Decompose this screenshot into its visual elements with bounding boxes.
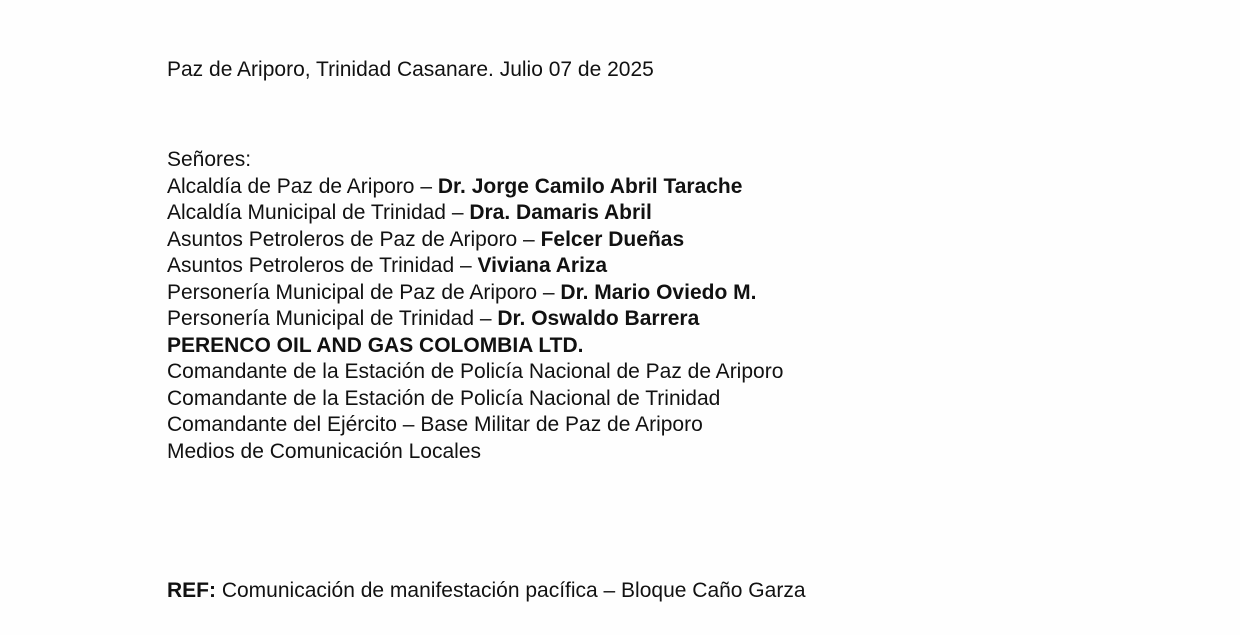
recipient-line bbox=[167, 174, 783, 201]
other-recipient-line: Medios de Comunicación Locales bbox=[167, 439, 482, 463]
salutation: Señores: bbox=[167, 148, 252, 171]
date-line-text: Paz de Ariporo, Trinidad Casanare. Julio 07 de 2025 bbox=[167, 58, 654, 81]
recipient-org: Asuntos Petroleros de Trinidad – bbox=[167, 254, 478, 277]
other-recipient-line: Comandante de la Estación de Policía Nacional de Paz de Ariporo bbox=[167, 360, 784, 383]
recipient-person: Viviana Ariza bbox=[477, 254, 608, 277]
recipient-line bbox=[167, 200, 783, 227]
recipient-person: Felcer Dueñas bbox=[540, 227, 685, 251]
recipient-person: Dr. Jorge Camilo Abril Tarache bbox=[437, 174, 743, 198]
recipient-person: Dra. Damaris Abril bbox=[469, 201, 652, 224]
recipient-org: Alcaldía de Paz de Ariporo – bbox=[167, 174, 438, 198]
recipient-person: Dr. Oswaldo Barrera bbox=[497, 307, 700, 330]
reference-line bbox=[167, 578, 806, 605]
date-line bbox=[167, 57, 654, 84]
recipient-org: Alcaldía Municipal de Trinidad – bbox=[167, 201, 470, 224]
company-name: PERENCO OIL AND GAS COLOMBIA LTD. bbox=[167, 333, 584, 357]
reference-label: REF: bbox=[167, 579, 216, 602]
recipient-person: Dr. Mario Oviedo M. bbox=[560, 280, 757, 304]
recipient-org: Asuntos Petroleros de Paz de Ariporo – bbox=[167, 227, 541, 251]
recipient-org: Personería Municipal de Paz de Ariporo – bbox=[167, 280, 561, 304]
recipient-line bbox=[167, 280, 783, 307]
other-recipient-line: Comandante de la Estación de Policía Nacional de Trinidad bbox=[167, 386, 721, 410]
other-recipient-line: Comandante del Ejército – Base Militar de Paz de Ariporo bbox=[167, 413, 703, 436]
recipient-line bbox=[167, 253, 783, 280]
recipient-line bbox=[167, 227, 783, 254]
addressee-block bbox=[167, 147, 783, 465]
recipient-line bbox=[167, 306, 783, 333]
reference-text: Comunicación de manifestación pacífica – Bloque Caño Garza bbox=[216, 579, 806, 602]
recipient-org: Personería Municipal de Trinidad – bbox=[167, 307, 498, 330]
